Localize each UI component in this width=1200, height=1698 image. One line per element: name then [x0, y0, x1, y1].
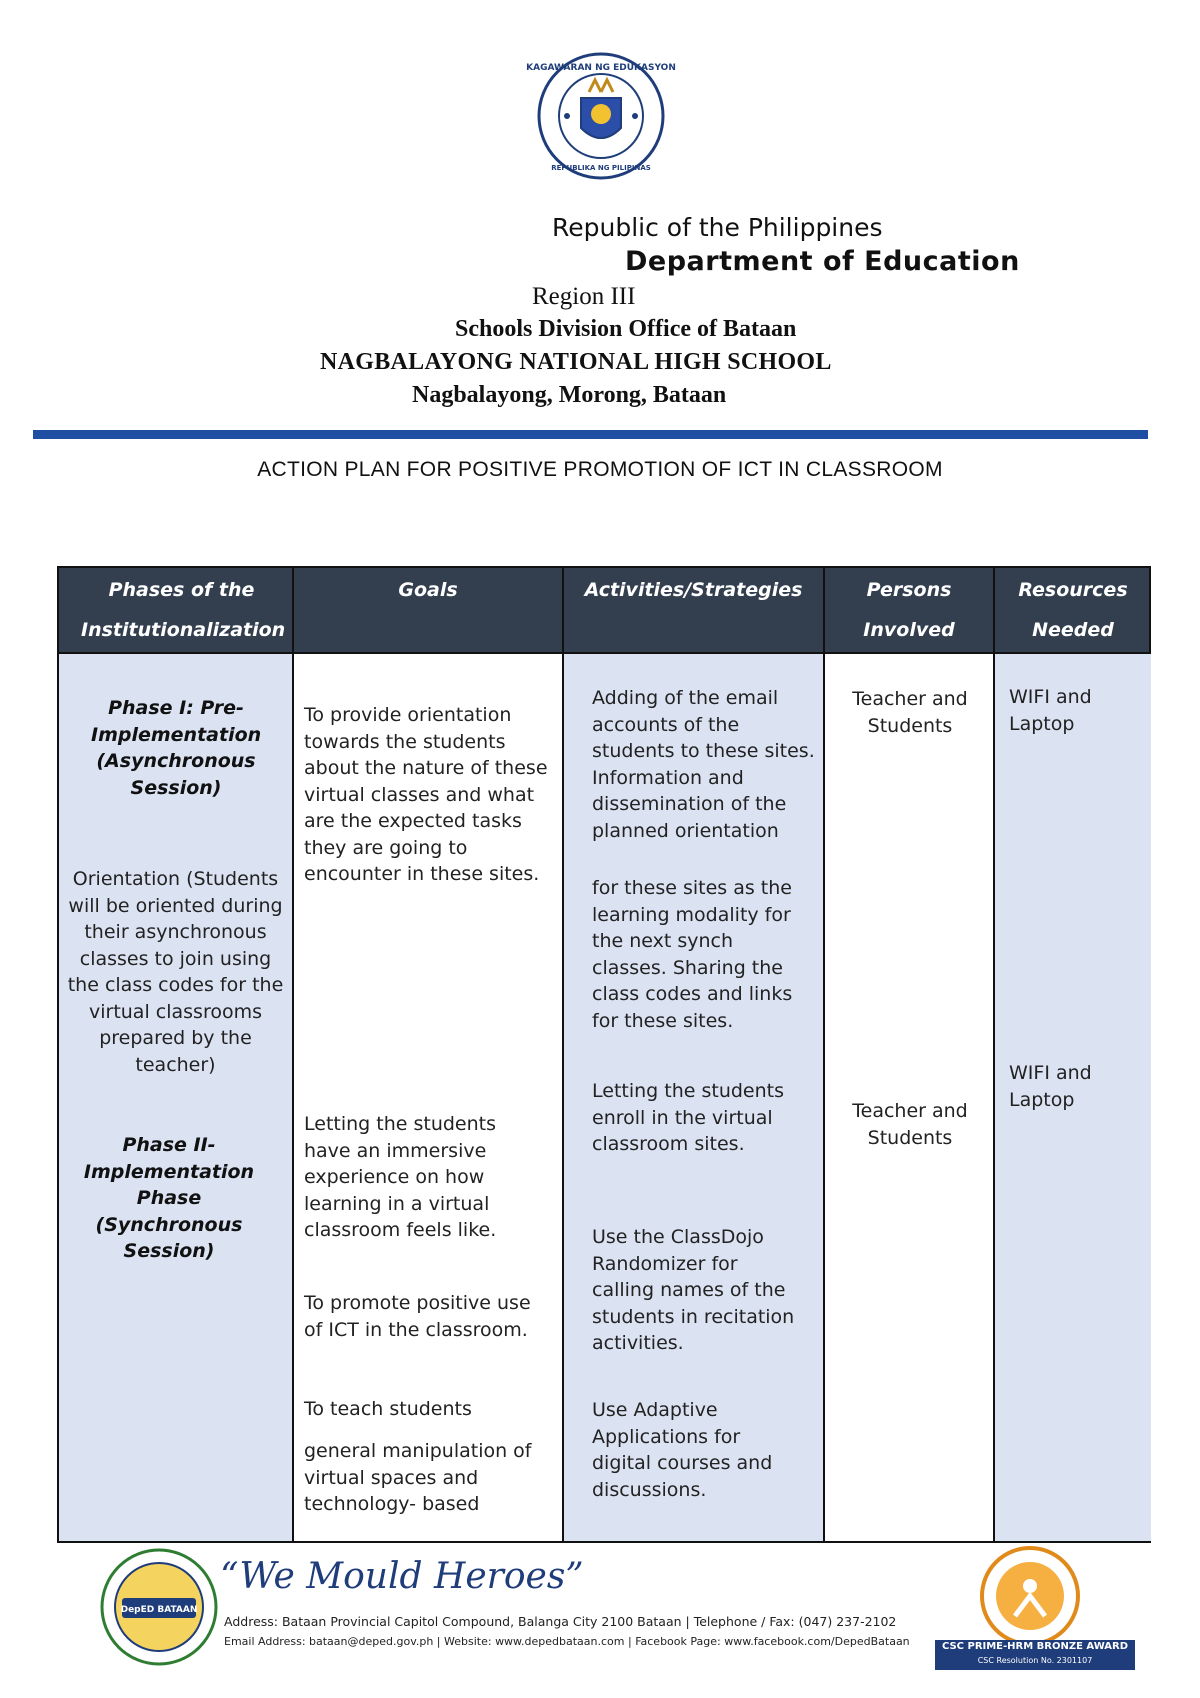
header-address: Nagbalayong, Morong, Bataan: [412, 382, 727, 408]
header-divider: [33, 430, 1148, 439]
activity-2: for these sites as the learning modality for the next synch classes. Sharing the class codes and links for these sites.: [592, 877, 793, 1032]
header-activities: Activities/Strategies: [584, 579, 803, 601]
motto: “We Mould Heroes”: [220, 1556, 584, 1597]
header-school: NAGBALAYONG NATIONAL HIGH SCHOOL: [320, 349, 832, 375]
footer-logo-text: DepED BATAAN: [120, 1605, 198, 1615]
goal-3: To promote positive use of ICT in the classroom.: [304, 1292, 531, 1341]
award-banner: [935, 1640, 1135, 1670]
award-title: CSC PRIME-HRM BRONZE AWARD: [941, 1641, 1129, 1652]
goal-2: Letting the students have an immersive experience on how learning in a virtual classroom feels like.: [304, 1113, 497, 1241]
deped-seal-logo: [526, 52, 676, 180]
goal-5: general manipulation of virtual spaces and technology- based: [304, 1440, 532, 1515]
persons-2: Teacher and Students: [852, 1100, 968, 1149]
activity-4: Use the ClassDojo Randomizer for calling names of the students in recitation activities.: [592, 1226, 795, 1354]
seal-text-top: KAGAWARAN NG EDUKASYON: [526, 63, 676, 73]
phase2-title: Phase II-Implementation Phase (Synchronous Session): [83, 1134, 255, 1262]
header-division: Schools Division Office of Bataan: [455, 316, 797, 342]
footer-contact: Email Address: bataan@deped.gov.ph | Website: www.depedbataan.com | Facebook Page: www.facebook.com/DepedBataan: [224, 1635, 910, 1648]
goal-1: To provide orientation towards the students about the nature of these virtual classes and what are the expected tasks they are going to encounter in these sites.: [304, 704, 548, 885]
seal-text-bottom: REPUBLIKA NG PILIPINAS: [551, 164, 651, 172]
header-region: Region III: [532, 283, 636, 310]
header-persons: Persons Involved: [863, 579, 955, 641]
activity-3: Letting the students enroll in the virtual classroom sites.: [592, 1080, 785, 1155]
deped-bataan-logo: [100, 1548, 218, 1666]
header-republic: Republic of the Philippines: [552, 213, 883, 242]
resources-1: WIFI and Laptop: [1009, 686, 1092, 735]
award-resolution: CSC Resolution No. 2301107: [977, 1656, 1093, 1665]
action-plan-table: [57, 566, 1151, 1543]
header-goals: Goals: [398, 579, 458, 601]
resources-2: WIFI and Laptop: [1009, 1062, 1092, 1111]
header-department: Department of Education: [625, 246, 1020, 277]
activity-1: Adding of the email accounts of the students to these sites. Information and dissemination of the planned orientation: [592, 687, 815, 842]
header-phases: Phases of the Institutionalization: [81, 579, 286, 641]
header-resources: Resources Needed: [1018, 579, 1128, 641]
phase1-title: Phase I: Pre-Implementation (Asynchronous Session): [91, 697, 262, 799]
footer-address: Address: Bataan Provincial Capitol Compound, Balanga City 2100 Bataan | Telephone / Fax: (047) 237-2102: [224, 1614, 897, 1629]
persons-1: Teacher and Students: [852, 688, 968, 737]
table-header-row: [59, 568, 1149, 652]
goal-4: To teach students: [304, 1398, 472, 1420]
phase1-description: Orientation (Students will be oriented during their asynchronous classes to join using the class codes for the virtual classrooms prepared by the teacher): [67, 868, 284, 1076]
document-title: ACTION PLAN FOR POSITIVE PROMOTION OF ICT IN CLASSROOM: [257, 458, 943, 481]
activity-5: Use Adaptive Applications for digital courses and discussions.: [592, 1399, 773, 1501]
